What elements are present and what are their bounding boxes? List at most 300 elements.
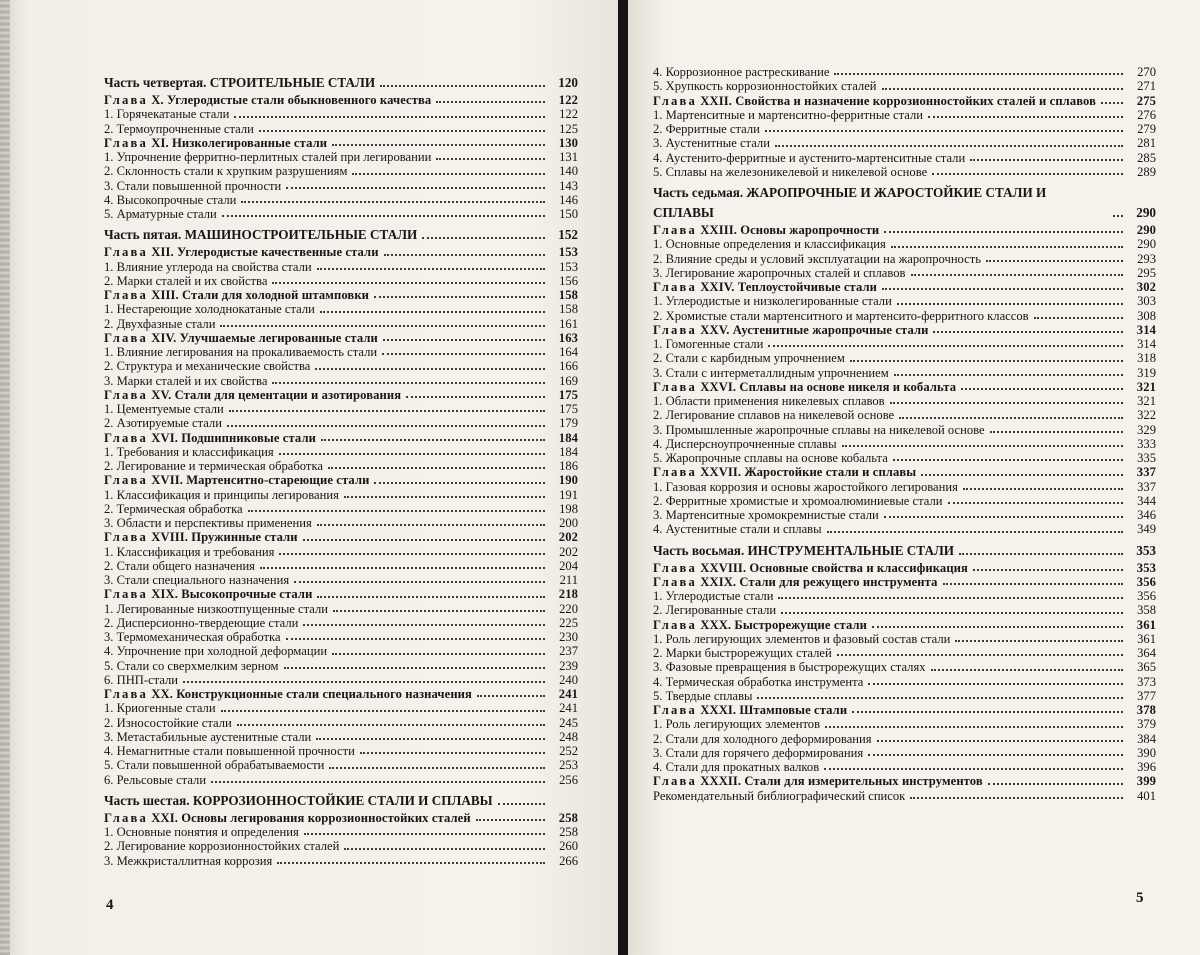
dot-leader	[382, 353, 545, 355]
toc-entry-title: 3. Метастабильные аустенитные стали	[104, 729, 312, 744]
dot-leader	[943, 583, 1123, 585]
toc-entry	[653, 689, 1156, 703]
toc-page-number: 241	[558, 687, 578, 701]
dot-leader	[768, 345, 1123, 347]
toc-entry-title: 1. Углеродистые стали	[653, 589, 774, 603]
toc-chapter-heading	[653, 223, 1156, 237]
toc-page-number: 202	[558, 530, 578, 545]
toc-entry	[653, 646, 1156, 660]
dot-leader	[877, 740, 1123, 742]
toc-entry-title: 1. Криогенные стали	[104, 701, 216, 716]
toc-entry-title: Глава XXVIII. Основные свойства и классификация	[653, 560, 968, 575]
dot-leader	[498, 803, 545, 805]
dot-leader	[899, 417, 1123, 419]
dot-leader	[303, 624, 545, 626]
toc-entry-title: Часть шестая. КОРРОЗИОННОСТОЙКИЕ СТАЛИ И СПЛАВЫ	[104, 792, 493, 808]
dot-leader	[279, 553, 545, 555]
toc-entry-title: 2. Двухфазные стали	[104, 316, 216, 331]
toc-entry-title: Глава XX. Конструкционные стали специального назначения	[104, 687, 472, 701]
toc-entry	[653, 732, 1156, 746]
dot-leader	[241, 201, 545, 203]
dot-leader	[911, 274, 1123, 276]
dot-leader	[222, 215, 545, 217]
toc-entry-title: 2. Склонность стали к хрупким разрушениям	[104, 164, 348, 179]
toc-page-number: 230	[559, 630, 578, 644]
toc-entry-title: Глава XIX. Высокопрочные стали	[104, 587, 313, 602]
toc-page-number: 158	[558, 288, 578, 302]
toc-entry	[653, 394, 1156, 408]
dot-leader	[272, 382, 545, 384]
toc-entry-title: 1. Области применения никелевых сплавов	[653, 394, 885, 408]
toc-entry-title: 3. Мартенситные хромокремнистые стали	[653, 508, 879, 522]
toc-page-number: 275	[1136, 93, 1156, 108]
toc-entry-title: 3. Межкристаллитная коррозия	[104, 853, 273, 868]
toc-page-number: 266	[559, 853, 578, 868]
toc-entry	[653, 294, 1156, 308]
toc-entry-title: 4. Аустенито-ферритные и аустенито-мартенситные стали	[653, 150, 966, 165]
toc-entry-title: 1. Классификация и принципы легирования	[104, 487, 339, 502]
toc-chapter-heading	[104, 93, 578, 107]
dot-leader	[825, 726, 1123, 728]
toc-page-number: 303	[1137, 294, 1156, 309]
toc-entry-title: 3. Стали специального назначения	[104, 573, 290, 587]
toc-page-number: 364	[1137, 646, 1156, 660]
toc-entry	[653, 151, 1156, 165]
toc-entry-title: Часть пятая. МАШИНОСТРОИТЕЛЬНЫЕ СТАЛИ	[104, 227, 418, 243]
dot-leader	[332, 144, 545, 146]
dot-leader	[374, 482, 545, 484]
toc-page-number: 163	[558, 330, 578, 345]
right-page	[628, 0, 1200, 955]
toc-entry	[104, 302, 578, 316]
toc-page-number: 131	[559, 150, 578, 164]
toc-entry	[653, 252, 1156, 266]
dot-leader	[183, 681, 545, 683]
toc-entry-title: 2. Азотируемые стали	[104, 416, 222, 431]
toc-page-number: 271	[1137, 79, 1156, 94]
toc-entry-title: 2. Термическая обработка	[104, 501, 243, 516]
dot-leader	[837, 654, 1123, 656]
toc-chapter-heading	[653, 280, 1156, 294]
toc-entry	[653, 660, 1156, 674]
dot-leader	[436, 158, 545, 160]
toc-entry	[104, 459, 578, 473]
toc-entry-title: 3. Стали для горячего деформирования	[653, 745, 864, 760]
toc-page-number: 240	[559, 672, 578, 687]
toc-entry	[104, 107, 578, 121]
dot-leader	[1101, 102, 1123, 104]
toc-entry	[653, 366, 1156, 380]
toc-entry-title: 3. Аустенитные стали	[653, 136, 770, 151]
toc-entry-title: 2. Легирование сплавов на никелевой основе	[653, 408, 895, 423]
dot-leader	[316, 738, 545, 740]
toc-page-number: 211	[559, 573, 578, 587]
toc-entry-title: 2. Легирование коррозионностойких сталей	[104, 839, 340, 854]
toc-entry	[653, 632, 1156, 646]
toc-entry-title: 6. ПНП-стали	[104, 672, 179, 687]
dot-leader	[973, 569, 1123, 571]
toc-entry-title: 1. Углеродистые и низколегированные стали	[653, 294, 892, 309]
dot-leader	[765, 130, 1123, 132]
dot-leader	[272, 282, 545, 284]
dot-leader	[990, 431, 1123, 433]
dot-leader	[890, 402, 1123, 404]
toc-entry-title: Глава XI. Низколегированные стали	[104, 135, 328, 150]
toc-page-number: 190	[558, 473, 578, 488]
toc-entry	[653, 480, 1156, 494]
toc-entry-title: 5. Хрупкость коррозионностойких сталей	[653, 79, 877, 94]
toc-entry-title: 4. Дисперсноупрочненные сплавы	[653, 436, 837, 451]
toc-chapter-heading	[104, 136, 578, 150]
dot-leader	[852, 711, 1123, 713]
toc-chapter-heading	[653, 561, 1156, 575]
dot-leader	[932, 173, 1123, 175]
toc-page-number: 373	[1137, 674, 1156, 689]
dot-leader	[352, 173, 545, 175]
dot-leader	[850, 360, 1123, 362]
toc-entry	[653, 309, 1156, 323]
toc-page-number: 270	[1137, 65, 1156, 79]
toc-entry	[104, 716, 578, 730]
toc-entry-title: 2. Износостойкие стали	[104, 715, 232, 730]
toc-page-number: 130	[558, 135, 578, 150]
toc-entry	[653, 65, 1156, 79]
toc-page-number: 146	[559, 192, 578, 207]
dot-leader	[328, 467, 545, 469]
dot-leader	[286, 638, 545, 640]
toc-entry	[653, 522, 1156, 536]
dot-leader	[384, 254, 545, 256]
dot-leader	[834, 73, 1123, 75]
dot-leader	[959, 553, 1123, 555]
toc-page-number: 314	[1137, 337, 1156, 351]
toc-entry	[653, 508, 1156, 522]
dot-leader	[374, 296, 545, 298]
toc-chapter-heading	[653, 774, 1156, 788]
dot-leader	[884, 516, 1123, 518]
toc-entry	[104, 773, 578, 787]
toc-entry	[653, 79, 1156, 93]
toc-page-number: 150	[559, 207, 578, 221]
toc-left-column	[104, 69, 578, 868]
dot-leader	[827, 531, 1123, 533]
toc-page-number: 293	[1137, 251, 1156, 266]
toc-entry-title: 3. Легирование жаропрочных сталей и сплавов	[653, 265, 906, 280]
toc-page-number: 356	[1136, 574, 1156, 589]
toc-entry	[653, 589, 1156, 603]
toc-entry-title: 5. Твердые сплавы	[653, 688, 753, 703]
dot-leader	[221, 710, 545, 712]
toc-page-number: 248	[559, 729, 578, 744]
dot-leader	[286, 187, 545, 189]
toc-page-number: 377	[1137, 688, 1156, 703]
dot-leader	[248, 510, 545, 512]
toc-entry	[653, 266, 1156, 280]
toc-page-number: 290	[1136, 223, 1156, 237]
toc-entry-title: 3. Области и перспективы применения	[104, 516, 312, 530]
toc-page-number: 353	[1136, 542, 1156, 558]
toc-page-number: 169	[559, 373, 578, 388]
toc-entry	[104, 825, 578, 839]
toc-entry	[653, 603, 1156, 617]
dot-leader	[961, 388, 1123, 390]
toc-chapter-heading	[653, 618, 1156, 632]
toc-entry	[104, 659, 578, 673]
toc-page-number: 396	[1137, 760, 1156, 774]
toc-chapter-heading	[653, 575, 1156, 589]
dot-leader	[757, 697, 1123, 699]
toc-entry	[104, 559, 578, 573]
dot-leader	[304, 833, 545, 835]
toc-entry	[104, 488, 578, 502]
toc-entry-title: Глава XXV. Аустенитные жаропрочные стали	[653, 322, 929, 337]
dot-leader	[893, 459, 1123, 461]
toc-entry-title: 5. Жаропрочные сплавы на основе кобальта	[653, 451, 888, 465]
toc-chapter-heading	[653, 380, 1156, 394]
toc-page-number: 356	[1137, 589, 1156, 603]
toc-entry	[653, 351, 1156, 365]
toc-entry-title: 1. Роль легирующих элементов	[653, 717, 821, 732]
toc-page-number: 295	[1137, 265, 1156, 280]
toc-entry-title: 5. Стали повышенной обрабатываемости	[104, 758, 325, 773]
dot-leader	[344, 848, 545, 850]
toc-entry-title: Часть седьмая. ЖАРОПРОЧНЫЕ И ЖАРОСТОЙКИЕ СТАЛИ И СПЛАВЫ	[653, 185, 1047, 220]
toc-page-number: 279	[1137, 122, 1156, 136]
toc-entry-title: Глава XXVII. Жаростойкие стали и сплавы	[653, 465, 917, 480]
toc-page-number: 378	[1136, 703, 1156, 717]
toc-entry-title: 1. Гомогенные стали	[653, 337, 764, 351]
toc-page-number: 237	[559, 644, 578, 659]
toc-entry	[104, 179, 578, 193]
toc-page-number: 202	[559, 544, 578, 559]
dot-leader	[931, 669, 1123, 671]
dot-leader	[884, 231, 1123, 233]
toc-page-number: 335	[1137, 451, 1156, 465]
toc-entry	[653, 122, 1156, 136]
dot-leader	[279, 453, 545, 455]
toc-page-number: 179	[559, 416, 578, 431]
toc-entry-title: Часть четвертая. СТРОИТЕЛЬНЫЕ СТАЛИ	[104, 75, 376, 90]
toc-entry-title: 1. Основные определения и классификация	[653, 237, 886, 252]
toc-entry	[104, 630, 578, 644]
toc-entry-title: 2. Марки быстрорежущих сталей	[653, 646, 832, 660]
toc-entry-title: 4. Немагнитные стали повышенной прочности	[104, 744, 355, 758]
dot-leader	[317, 596, 545, 598]
toc-page-number: 321	[1137, 394, 1156, 408]
toc-page-number: 314	[1136, 322, 1156, 337]
toc-entry	[104, 122, 578, 136]
toc-entry-title: 1. Газовая коррозия и основы жаростойкого легирования	[653, 479, 958, 494]
toc-chapter-heading	[104, 331, 578, 345]
toc-chapter-heading	[104, 245, 578, 259]
toc-chapter-heading	[104, 587, 578, 601]
toc-entry-title: 6. Рельсовые стали	[104, 772, 207, 787]
dot-leader	[842, 445, 1123, 447]
toc-entry-title: Глава XII. Углеродистые качественные стали	[104, 245, 379, 260]
dot-leader	[778, 597, 1123, 599]
dot-leader	[897, 303, 1123, 305]
toc-page-number: 322	[1137, 408, 1156, 423]
toc-entry-title: 3. Стали повышенной прочности	[104, 178, 282, 193]
toc-page-number: 401	[1137, 788, 1156, 803]
dot-leader	[868, 683, 1123, 685]
toc-entry-title: 3. Промышленные жаропрочные сплавы на никелевой основе	[653, 422, 985, 437]
dot-leader	[824, 768, 1123, 770]
toc-entry	[653, 494, 1156, 508]
toc-entry	[104, 317, 578, 331]
toc-entry-title: 4. Высокопрочные стали	[104, 192, 237, 207]
dot-leader	[303, 539, 545, 541]
dot-leader	[259, 130, 545, 132]
dot-leader	[477, 695, 545, 697]
toc-entry-title: 1. Классификация и требования	[104, 544, 275, 559]
dot-leader	[260, 567, 545, 569]
toc-entry-title: 2. Ферритные стали	[653, 122, 760, 136]
dot-leader	[436, 101, 545, 103]
toc-page-number: 344	[1137, 493, 1156, 508]
toc-entry-title: 2. Стали для холодного деформирования	[653, 731, 872, 746]
toc-entry-title: Глава XXI. Основы легирования коррозионностойких сталей	[104, 810, 471, 825]
toc-entry-title: 3. Стали с интерметаллидным упрочнением	[653, 365, 889, 380]
toc-entry	[104, 616, 578, 630]
dot-leader	[872, 626, 1123, 628]
toc-entry	[104, 673, 578, 687]
toc-entry-title: Часть восьмая. ИНСТРУМЕНТАЛЬНЫЕ СТАЛИ	[653, 542, 955, 558]
dot-leader	[955, 640, 1123, 642]
toc-page-number: 140	[559, 164, 578, 179]
toc-entry-title: 1. Влияние легирования на прокаливаемость стали	[104, 345, 378, 359]
toc-page-number: 204	[559, 558, 578, 573]
dot-leader	[910, 797, 1123, 799]
toc-entry	[653, 437, 1156, 451]
dot-leader	[986, 260, 1123, 262]
toc-entry-title: 2. Структура и механические свойства	[104, 359, 311, 374]
dot-leader	[948, 502, 1124, 504]
toc-page-number: 390	[1137, 745, 1156, 760]
toc-page-number: 384	[1137, 731, 1156, 746]
toc-page-number: 337	[1137, 479, 1156, 494]
toc-entry-title: Глава XXXI. Штамповые стали	[653, 703, 848, 717]
toc-page-number: 361	[1136, 617, 1156, 632]
toc-page-number: 175	[559, 402, 578, 416]
toc-entry-title: 1. Горячекатаные стали	[104, 107, 230, 122]
toc-page-number: 191	[559, 487, 578, 502]
toc-entry-title: Глава XVI. Подшипниковые стали	[104, 430, 316, 445]
toc-page-number: 302	[1136, 280, 1156, 294]
toc-page-number: 276	[1137, 107, 1156, 122]
toc-page-number: 258	[559, 825, 578, 839]
toc-chapter-heading	[104, 530, 578, 544]
dot-leader	[211, 781, 545, 783]
toc-page-number: 241	[559, 701, 578, 716]
toc-entry-title: 2. Ферритные хромистые и хромоалюминиевые стали	[653, 493, 943, 508]
toc-entry-title: Глава XXX. Быстрорежущие стали	[653, 617, 867, 632]
toc-entry	[104, 744, 578, 758]
toc-entry-title: 1. Мартенситные и мартенситно-ферритные стали	[653, 107, 924, 122]
toc-page-number: 289	[1137, 164, 1156, 179]
toc-entry	[104, 416, 578, 430]
toc-chapter-heading	[653, 323, 1156, 337]
toc-entry	[653, 789, 1156, 803]
dot-leader	[988, 783, 1123, 785]
toc-page-number: 184	[559, 444, 578, 459]
toc-entry-title: 2. Легирование и термическая обработка	[104, 459, 323, 473]
toc-part-heading	[104, 791, 578, 811]
dot-leader	[294, 581, 545, 583]
toc-entry-title: 2. Марки сталей и их свойства	[104, 273, 268, 288]
toc-entry-title: 3. Термомеханическая обработка	[104, 630, 281, 644]
dot-leader	[383, 339, 545, 341]
toc-page-number: 319	[1137, 365, 1156, 380]
toc-page-number: 198	[559, 501, 578, 516]
toc-entry	[104, 730, 578, 744]
toc-entry-title: 2. Хромистые стали мартенситного и мартенсито-ферритного классов	[653, 308, 1029, 323]
toc-page-number: 122	[559, 107, 578, 122]
toc-entry	[653, 165, 1156, 179]
toc-page-number: 161	[559, 316, 578, 331]
toc-entry	[104, 854, 578, 868]
toc-part-heading	[104, 73, 578, 93]
toc-page-number: 166	[559, 359, 578, 374]
toc-entry	[653, 717, 1156, 731]
dot-leader	[360, 752, 545, 754]
toc-page-number: 218	[558, 587, 578, 602]
toc-entry-title: 4. Стали для прокатных валков	[653, 760, 820, 774]
dot-leader	[970, 159, 1123, 161]
toc-page-number: 122	[558, 93, 578, 107]
toc-page-number: 239	[559, 658, 578, 673]
toc-entry	[104, 374, 578, 388]
dot-leader	[894, 374, 1123, 376]
toc-entry	[653, 675, 1156, 689]
toc-page-number: 365	[1137, 660, 1156, 675]
toc-entry	[104, 573, 578, 587]
dot-leader	[315, 368, 545, 370]
toc-page-number: 200	[559, 516, 578, 530]
toc-entry	[104, 502, 578, 516]
toc-part-heading	[653, 183, 1156, 223]
toc-chapter-heading	[653, 703, 1156, 717]
toc-entry	[653, 136, 1156, 150]
toc-entry-title: Глава XXIII. Основы жаропрочности	[653, 223, 880, 237]
dot-leader	[344, 496, 545, 498]
toc-entry	[104, 644, 578, 658]
page-edge	[0, 0, 10, 955]
toc-page-number: 175	[558, 387, 578, 402]
toc-page-number: 281	[1137, 136, 1156, 151]
toc-entry-title: Глава XXII. Свойства и назначение коррозионностойких сталей и сплавов	[653, 93, 1097, 108]
toc-entry-title: 1. Легированные низкоотпущенные стали	[104, 601, 329, 616]
dot-leader	[868, 754, 1123, 756]
toc-page-number: 308	[1137, 308, 1156, 323]
toc-entry-title: Глава XXIV. Теплоустойчивые стали	[653, 280, 877, 294]
toc-entry	[104, 359, 578, 373]
toc-entry	[653, 237, 1156, 251]
toc-page-number: 220	[559, 601, 578, 616]
dot-leader	[317, 268, 545, 270]
dot-leader	[332, 653, 545, 655]
toc-entry-title: 2. Легированные стали	[653, 603, 777, 618]
toc-entry-title: 4. Упрочнение при холодной деформации	[104, 644, 328, 659]
toc-page-number: 329	[1137, 422, 1156, 437]
dot-leader	[775, 145, 1123, 147]
dot-leader	[891, 246, 1123, 248]
toc-entry-title: 5. Арматурные стали	[104, 207, 217, 221]
toc-entry	[104, 545, 578, 559]
page-number-right: 5	[1136, 890, 1144, 906]
toc-page-number: 290	[1137, 237, 1156, 252]
toc-entry	[104, 516, 578, 530]
